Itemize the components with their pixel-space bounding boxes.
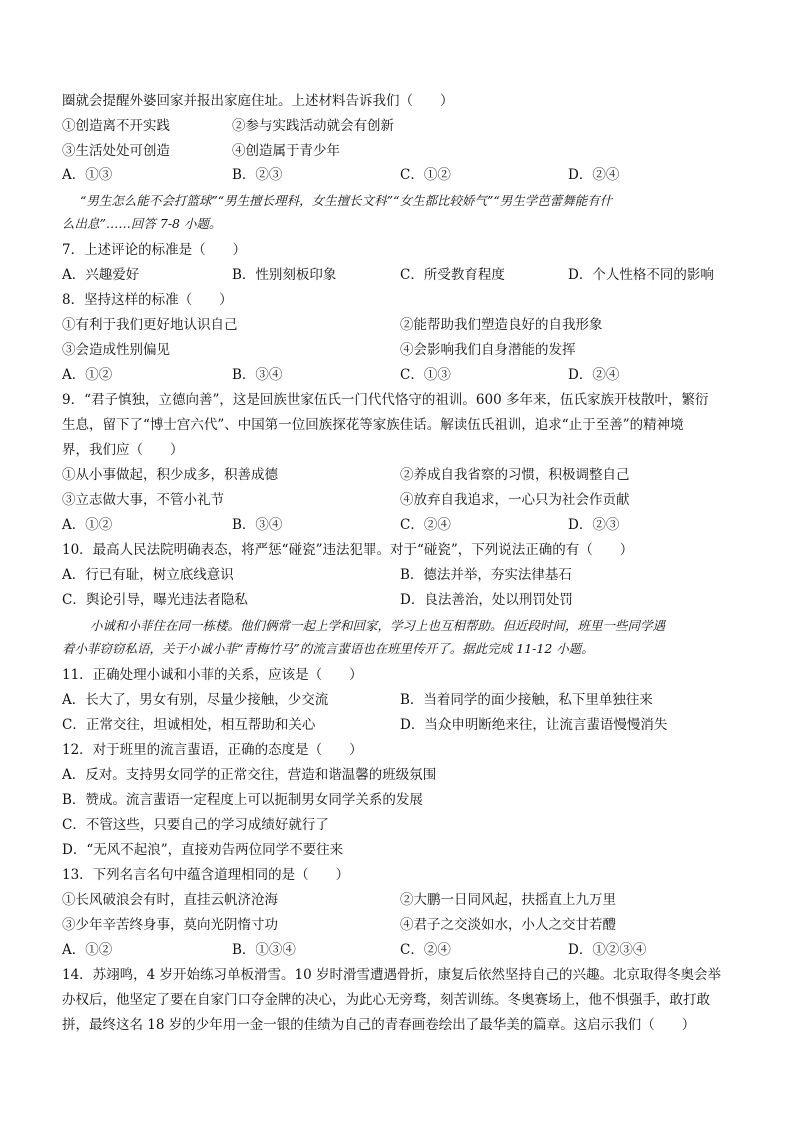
q13-statement-1: ①长风破浪会有时，直挂云帆济沧海 [62, 892, 278, 908]
q9-option-b: B．③④ [232, 517, 283, 533]
q13-option-b: B．①③④ [232, 942, 296, 958]
q9-option-a: A．①② [62, 517, 113, 533]
q8-statement-1: ①有利于我们更好地认识自己 [62, 317, 238, 333]
q8-option-a: A．①② [62, 367, 113, 383]
q9-option-d: D．②③ [568, 517, 620, 533]
q13-statement-4: ④君子之交淡如水，小人之交甘若醴 [400, 917, 616, 933]
q12-option-d: D．“无风不起浪”，直接劝告两位同学不要往来 [62, 842, 344, 858]
question-9-stem-line-3: 界，我们应（ ） [62, 442, 184, 458]
q13-option-c: C．②④ [400, 942, 451, 958]
question-9-stem-line-1: 9．“君子慎独，立德向善”，这是回族世家伍氏一门代代恪守的祖训。600 多年来，伍氏家族开枝散叶，繁衍 [62, 392, 709, 408]
material-7-8-line-2: 么出息”……回答 7-8 小题。 [62, 216, 222, 231]
q9-statement-3: ③立志做大事，不管小礼节 [62, 492, 224, 508]
q10-option-a: A．行已有耻，树立底线意识 [62, 567, 234, 583]
question-6-stem-tail: 圈就会提醒外婆回家并报出家庭住址。上述材料告诉我们（ ） [62, 93, 454, 109]
material-11-12-line-2: 着小菲窃窃私语，关于小诚小菲“青梅竹马”的流言蜚语也在班里传开了。据此完成 11-12 小题。 [62, 641, 594, 656]
q8-statement-2: ②能帮助我们塑造良好的自我形象 [400, 317, 603, 333]
q6-option-c: C．①② [400, 167, 451, 183]
q13-statement-3: ③少年辛苦终身事，莫向光阴惰寸功 [62, 917, 278, 933]
q6-statement-2: ②参与实践活动就会有创新 [232, 118, 394, 134]
q9-statement-1: ①从小事做起，积少成多，积善成德 [62, 467, 278, 483]
q8-option-b: B．③④ [232, 367, 283, 383]
q9-statement-2: ②养成自我省察的习惯，积极调整自己 [400, 467, 630, 483]
q13-option-a: A．①② [62, 942, 113, 958]
question-9-stem-line-2: 生息，留下了“博士宫六代”、中国第一位回族探花等家族佳话。解读伍氏祖训，追求“止于至善”的精神境 [62, 417, 684, 433]
q7-option-b: B．性别刻板印象 [232, 267, 337, 283]
question-14-stem-line-3: 拼，最终这名 18 岁的少年用一金一银的佳绩为自己的青春画卷绘出了最华美的篇章。这启示我们（ ） [62, 1017, 696, 1033]
q9-option-c: C．②④ [400, 517, 451, 533]
question-14-stem-line-2: 办权后，他坚定了要在自家门口夺金牌的决心，为此心无旁骛，刻苦训练。冬奥赛场上，他不惧强手，敢打敢 [62, 992, 710, 1008]
q13-statement-2: ②大鹏一日同风起，扶摇直上九万里 [400, 892, 616, 908]
q10-option-d: D．良法善治，处以刑罚处罚 [400, 592, 573, 608]
question-10-stem: 10．最高人民法院明确表态，将严惩“碰瓷”违法犯罪。对于“碰瓷”，下列说法正确的有（ ） [62, 542, 634, 558]
q8-option-d: D．②④ [568, 367, 620, 383]
q6-option-b: B．②③ [232, 167, 283, 183]
q10-option-c: C．舆论引导，曝光违法者隐私 [62, 592, 248, 608]
q6-statement-1: ①创造离不开实践 [62, 118, 170, 134]
q7-option-a: A．兴趣爱好 [62, 267, 140, 283]
q11-option-d: D．当众申明断绝来往，让流言蜚语慢慢消失 [400, 717, 668, 733]
q8-statement-4: ④会影响我们自身潜能的发挥 [400, 342, 576, 358]
question-13-stem: 13．下列名言名句中蕴含道理相同的是（ ） [62, 867, 350, 883]
material-11-12-line-1: 小诚和小菲住在同一栋楼。他们俩常一起上学和回家，学习上也互相帮助。但近段时间，班里一些同学遇 [90, 618, 666, 633]
q12-option-b: B．赞成。流言蜚语一定程度上可以扼制男女同学关系的发展 [62, 792, 423, 808]
q6-option-a: A．①③ [62, 167, 113, 183]
q6-statement-3: ③生活处处可创造 [62, 143, 170, 159]
question-7-stem: 7．上述评论的标准是（ ） [62, 242, 247, 258]
q6-statement-4: ④创造属于青少年 [232, 143, 340, 159]
q10-option-b: B．德法并举，夯实法律基石 [400, 567, 572, 583]
question-11-stem: 11．正确处理小诚和小菲的关系，应该是（ ） [62, 667, 363, 683]
question-14-stem-line-1: 14．苏翊鸣，4 岁开始练习单板滑雪。10 岁时滑雪遭遇骨折，康复后依然坚持自己的兴趣。北京取得冬奥会举 [62, 967, 722, 983]
question-12-stem: 12．对于班里的流言蜚语，正确的态度是（ ） [62, 742, 363, 758]
q11-option-a: A．长大了，男女有别，尽量少接触，少交流 [62, 692, 329, 708]
q11-option-c: C．正常交往，坦诚相处，相互帮助和关心 [62, 717, 316, 733]
q9-statement-4: ④放弃自我追求，一心只为社会作贡献 [400, 492, 630, 508]
material-7-8-line-1: “男生怎么能不会打篮球”“男生擅长理科，女生擅长文科”“女生都比较娇气”“男生学芭蕾舞能有什 [80, 193, 613, 208]
q8-option-c: C．①③ [400, 367, 451, 383]
q7-option-c: C．所受教育程度 [400, 267, 505, 283]
q7-option-d: D．个人性格不同的影响 [568, 267, 714, 283]
q11-option-b: B．当着同学的面少接触，私下里单独往来 [400, 692, 653, 708]
q12-option-a: A．反对。支持男女同学的正常交往，营造和谐温馨的班级氛围 [62, 767, 437, 783]
q12-option-c: C．不管这些，只要自己的学习成绩好就行了 [62, 817, 329, 833]
question-8-stem: 8．坚持这样的标准（ ） [62, 292, 233, 308]
q8-statement-3: ③会造成性别偏见 [62, 342, 170, 358]
q13-option-d: D．①②③④ [568, 942, 647, 958]
q6-option-d: D．②④ [568, 167, 620, 183]
